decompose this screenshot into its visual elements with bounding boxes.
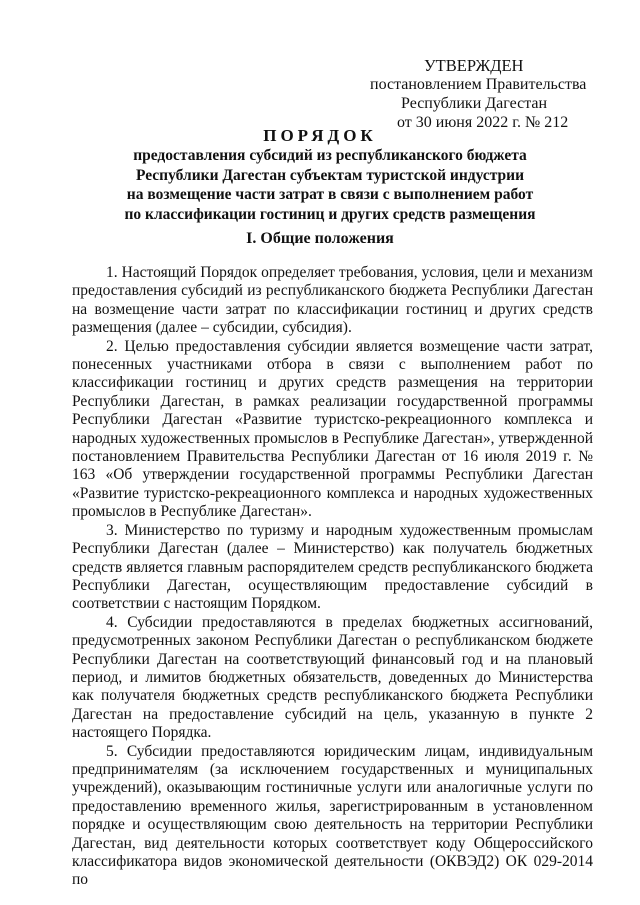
subtitle-line: на возмещение части затрат в связи с выполнением работ: [126, 186, 534, 203]
approval-line: постановлением Правительства: [370, 76, 587, 93]
paragraph-2: 2. Целью предоставления субсидии является возмещение части затрат, понесенных участниками отбора в связи с выполнением работ по классификации гостиниц и других средств размещения на территории Республики Дагестан, в рамках реализации государственной программы Республики Дагестан «Развитие туристско-рекреационного комплекса и народных художественных промыслов в Республике Дагестан», утвержденной постановлением Правительства Республики Дагестан от 16 июля 2019 г. № 163 «Об утверждении государственной программы Республики Дагестан «Развитие туристско-рекреационного комплекса и народных художественных промыслов в Республике Дагестан».: [72, 337, 593, 521]
document-title: ПОРЯДОК: [263, 126, 377, 145]
subtitle-line: Республики Дагестан субъектам туристской индустрии: [135, 166, 525, 184]
paragraph-5: 5. Субсидии предоставляются юридическим лицам, индивидуальным предпринимателям (за исключением государственных и муниципальных учреждений), оказывающим гостиничные услуги или аналогичные услуги по предоставлению временного жилья, зарегистрированным в установленном порядке и осуществляющим свою деятельность на территории Республики Дагестан, вид деятельности которых соответствует коду Общероссийского классификатора видов экономической деятельности (ОКВЭД2) ОК 029-2014 по: [72, 742, 593, 889]
approval-date: от 30 июня 2022 г. № 212: [397, 114, 569, 131]
paragraph-3: 3. Министерство по туризму и народным художественным промыслам Республики Дагестан (далее – Министерство) как получатель бюджетных средств является главным распорядителем средств республиканского бюджета Республики Дагестан, осуществляющим предоставление субсидий в соответствии с настоящим Порядком.: [72, 521, 593, 613]
paragraph-4: 4. Субсидии предоставляются в пределах бюджетных ассигнований, предусмотренных законом Республики Дагестан о республиканском бюджете Республики Дагестан на соответствующий финансовый год и на плановый период, и лимитов бюджетных обязательств, доведенных до Министерства как получателя бюджетных средств республиканского бюджета Республики Дагестан на предоставление субсидий на цель, указанную в пункте 2 настоящего Порядка.: [72, 613, 593, 742]
approval-line: Республики Дагестан: [401, 95, 548, 112]
paragraph-1: 1. Настоящий Порядок определяет требования, условия, цели и механизм предоставления субсидий из республиканского бюджета Республики Дагестан на возмещение части затрат по классификации гостиниц и других средств размещения (далее – субсидии, субсидия).: [72, 264, 593, 337]
approval-stamp: [370, 56, 600, 132]
subtitle-line: предоставления субсидий из республиканского бюджета: [133, 147, 527, 164]
approval-heading: УТВЕРЖДЕН: [424, 56, 524, 75]
document-subtitle: [60, 146, 600, 224]
section-heading: I. Общие положения: [246, 230, 394, 247]
document-body: [72, 264, 593, 890]
subtitle-line: по классификации гостиниц и других средств размещения: [124, 205, 536, 223]
